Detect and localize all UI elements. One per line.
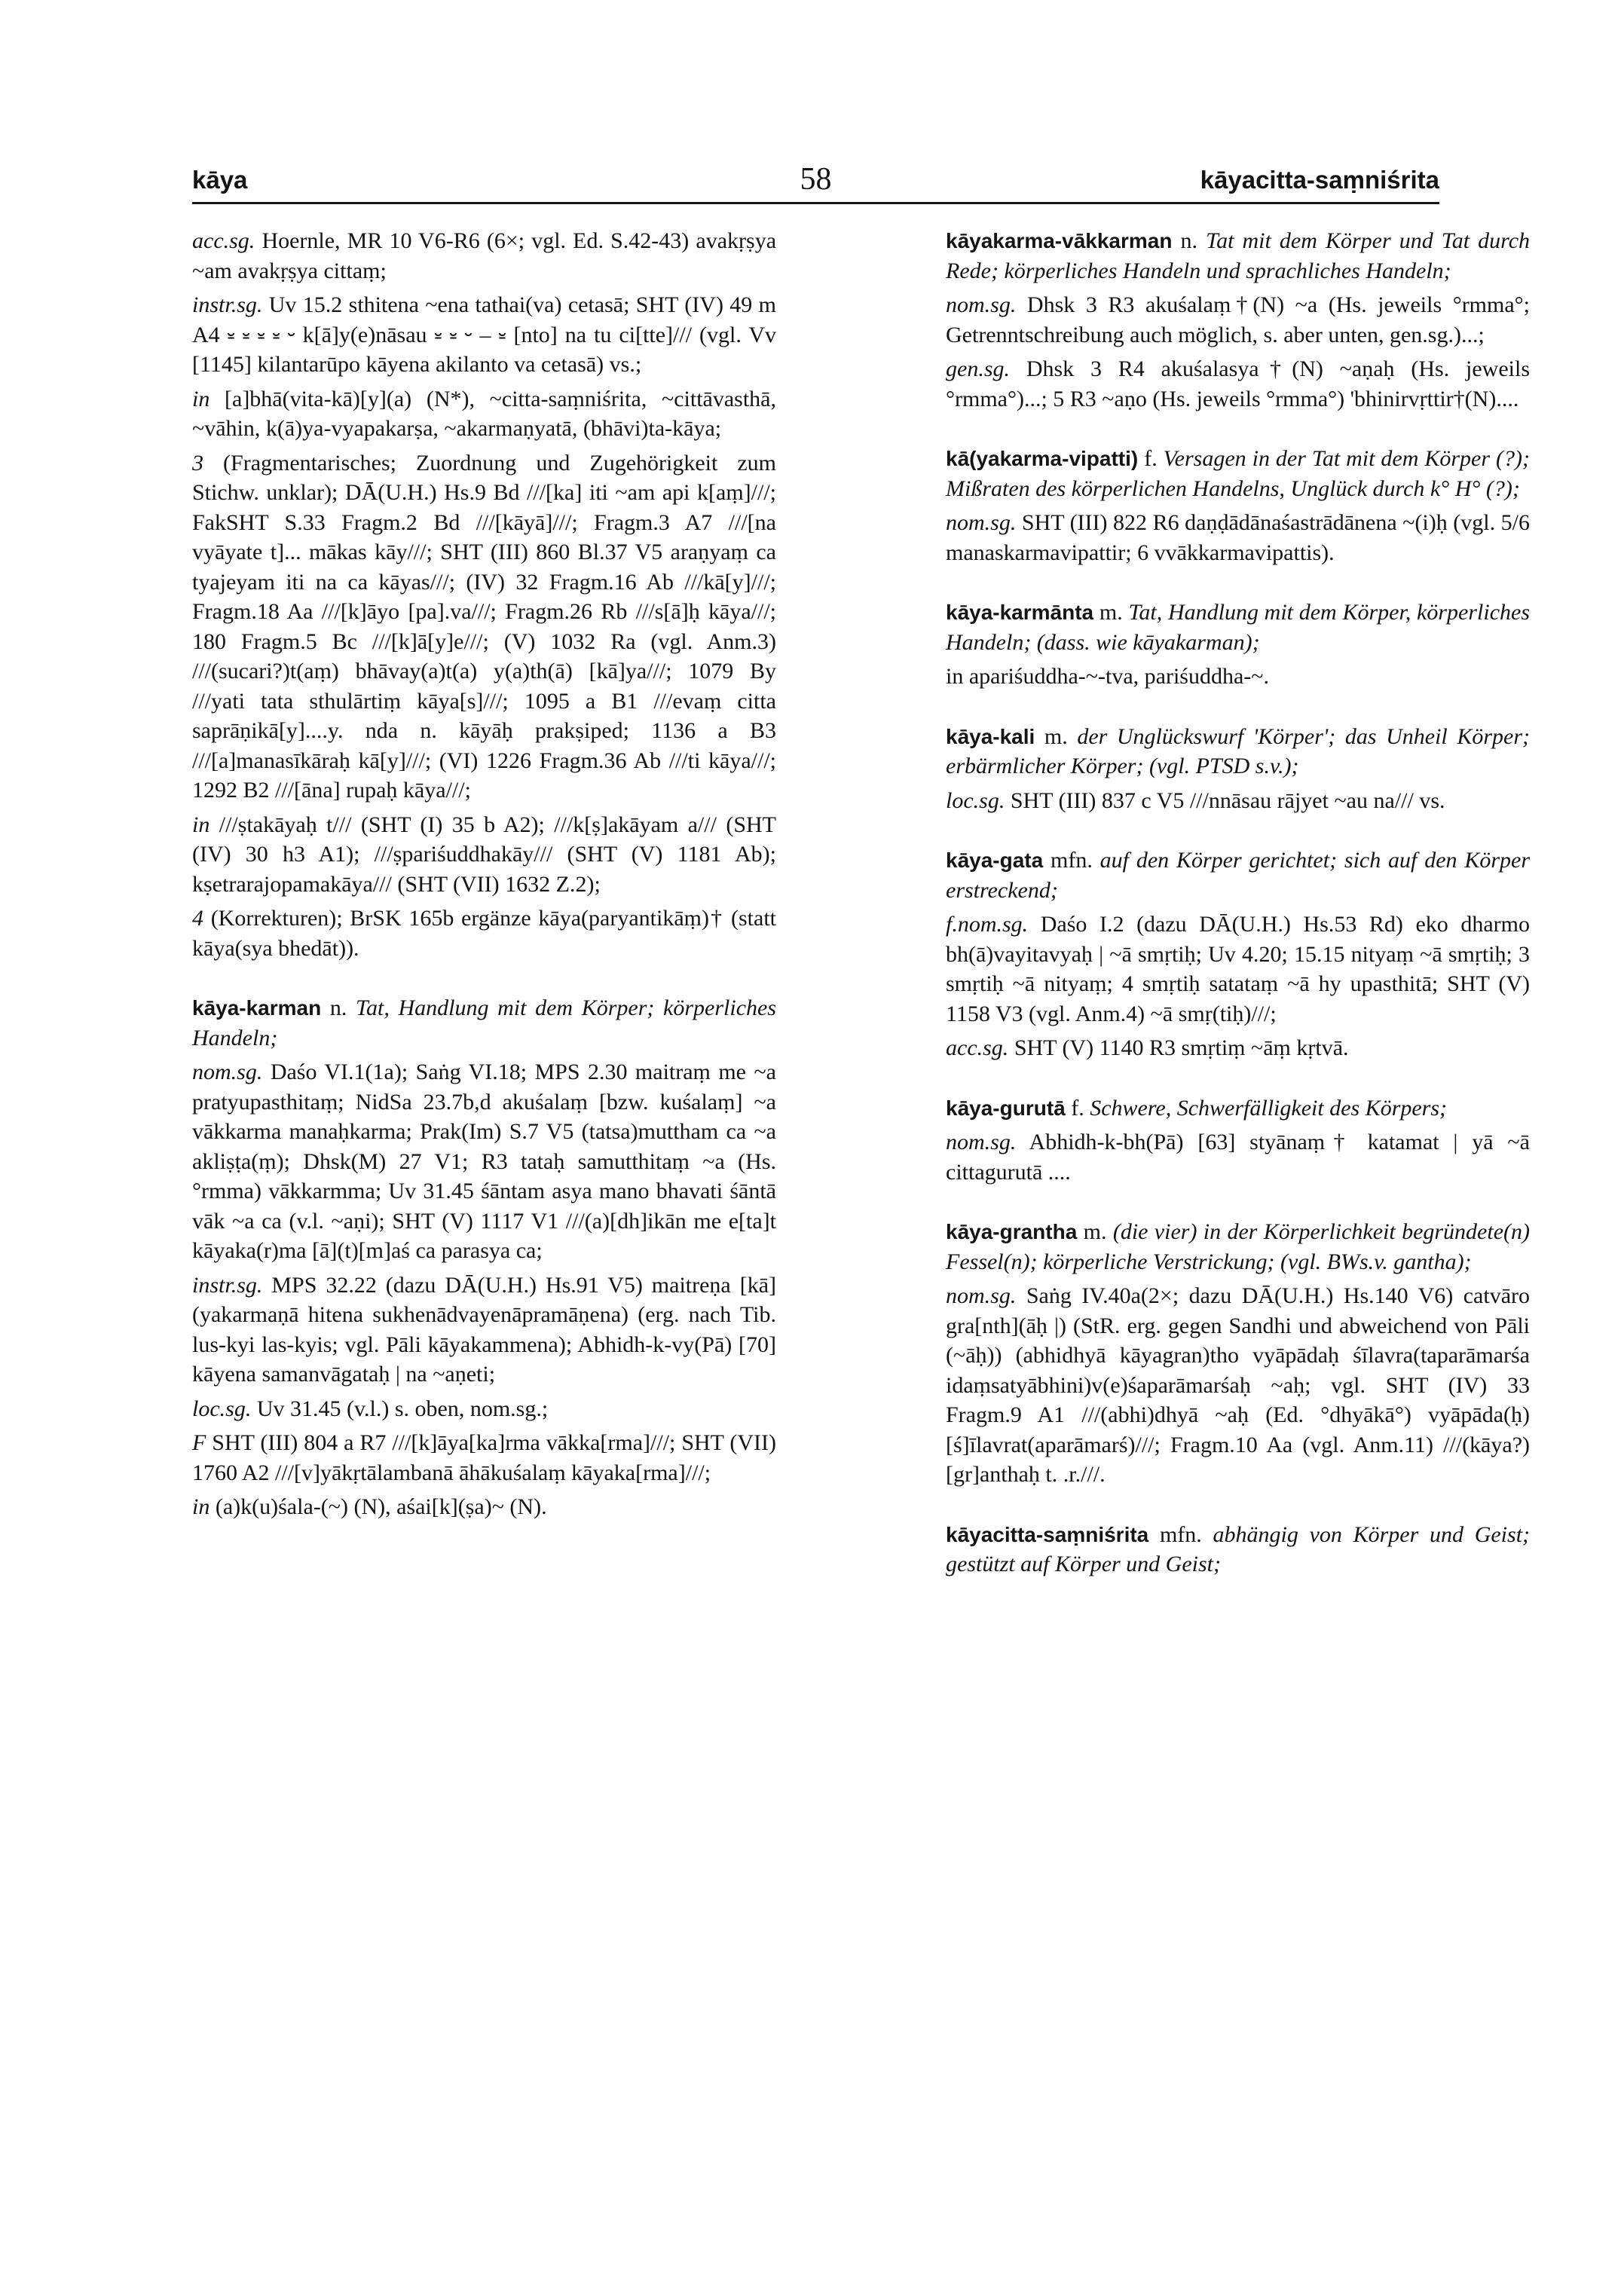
form-label: f.nom.sg.	[946, 912, 1029, 937]
dictionary-entry	[946, 1217, 1530, 1490]
form-label: loc.sg.	[946, 787, 1005, 813]
form-label: gen.sg.	[946, 356, 1010, 381]
dictionary-entry	[192, 993, 776, 1522]
citation-paragraph	[946, 290, 1530, 350]
dictionary-entry	[946, 598, 1530, 692]
form-label: F	[192, 1430, 206, 1455]
grammar-tag: n.	[329, 995, 347, 1020]
grammar-tag: n.	[1180, 228, 1198, 253]
citation-text: ///ṣtakāyaḥ t/// (SHT (I) 35 b A2); ///k[ṣ]akāyam a/// (SHT (IV) 30 h3 A1); ///ṣpariśuddhakāy/// (SHT (V) 1181 Ab); kṣetrarajopamakāya/// (SHT (VII) 1632 Z.2);	[192, 812, 777, 897]
citation-paragraph	[946, 662, 1530, 692]
entry-head	[946, 1217, 1530, 1277]
gloss: Tat mit dem Körper und Tat durch Rede; körperliches Handeln und sprachliches Handeln;	[946, 228, 1531, 283]
citation-paragraph	[946, 1033, 1530, 1063]
form-label: loc.sg.	[192, 1396, 252, 1421]
citation-text: in apariśuddha-~-tva, pariśuddha-~.	[946, 664, 1269, 689]
grammar-tag: m.	[1044, 723, 1068, 749]
grammar-tag: m.	[1099, 600, 1123, 625]
entry-head	[946, 598, 1530, 657]
form-label: nom.sg.	[946, 1130, 1017, 1154]
grammar-tag: mfn.	[1159, 1521, 1202, 1547]
dictionary-entry	[192, 226, 776, 963]
citation-text: Dhsk 3 R3 akuśalaṃ†(N) ~a (Hs. jeweils °rmma°; Getrenntschreibung auch möglich, s. aber unten, gen.sg.)...;	[946, 292, 1530, 347]
citation-paragraph	[946, 1281, 1530, 1490]
gloss: Versagen in der Tat mit dem Körper (?); Mißraten des körperlichen Handelns, Unglück durch k° H° (?);	[946, 446, 1530, 501]
header-right-word: kāyacitta-saṃniśrita	[1200, 166, 1439, 194]
headword: kāya-gurutā	[946, 1096, 1066, 1120]
citation-text: Uv 15.2 sthitena ~ena tathai(va) cetasā; SHT (IV) 49 m A4 ⏓ ⏓ ⏓ ⏓ ⏑ k[ā]y(e)nāsau ⏓ ⏓ ⏑ – ⏓ [nto] na tu ci[tte]/// (vgl. Vv [1145] kilantarūpo kāyena akilanto va cetasā) vs.;	[192, 292, 777, 377]
gloss: Tat, Handlung mit dem Körper; körperliches Handeln;	[192, 995, 777, 1050]
citation-paragraph	[192, 448, 776, 806]
citation-text: (Korrekturen); BrSK 165b ergänze kāya(paryantikāṃ)† (statt kāya(sya bhedāt)).	[192, 906, 777, 961]
form-label: instr.sg.	[192, 1272, 263, 1298]
form-label: acc.sg.	[192, 228, 255, 253]
entry-head	[946, 226, 1530, 286]
headword: kāya-grantha	[946, 1220, 1078, 1243]
citation-paragraph	[946, 910, 1530, 1029]
form-label: nom.sg.	[946, 1283, 1017, 1308]
citation-paragraph	[946, 1127, 1530, 1187]
citation-paragraph	[192, 384, 776, 444]
form-label: in	[192, 812, 210, 837]
form-label: 4	[192, 906, 203, 931]
entry-head	[946, 846, 1530, 905]
page-number: 58	[800, 162, 832, 197]
form-label: in	[192, 1494, 210, 1519]
form-label: acc.sg.	[946, 1035, 1009, 1060]
citation-text: SHT (III) 822 R6 daṇḍādānaśastrādānena ~(i)ḥ (vgl. 5/6 manaskarmavipattir; 6 vvākkarmavipattis).	[946, 510, 1530, 565]
headword: kā(yakarma-vipatti)	[946, 447, 1139, 470]
form-label: 3	[192, 450, 203, 475]
dictionary-entry	[946, 846, 1530, 1063]
citation-paragraph	[192, 904, 776, 963]
gloss: auf den Körper gerichtet; sich auf den Körper erstreckend;	[946, 848, 1531, 903]
citation-text: Abhidh-k-bh(Pā) [63] styānaṃ† katamat | yā ~ā cittagurutā ....	[946, 1130, 1530, 1185]
citation-text: MPS 32.22 (dazu DĀ(U.H.) Hs.91 V5) maitreṇa [kā](yakarmaṇā hitena sukhenādvayenāpramāṇena) (erg. nach Tib. lus-kyi las-kyis; vgl. Pāli kāyakammena); Abhidh-k-vy(Pā) [70] kāyena samanvāgataḥ | na ~aṇeti;	[192, 1272, 776, 1387]
citation-paragraph	[946, 508, 1530, 567]
citation-text: Daśo VI.1(1a); Saṅg VI.18; MPS 2.30 maitraṃ me ~a pratyupasthitaṃ; NidSa 23.7b,d akuśalaṃ [bzw. kuśalaṃ] ~a vākkarma manaḥkarma; Prak(Im) S.7 V5 (tatsa)muttham ca ~a akliṣṭa(ṃ); Dhsk(M) 27 V1; R3 tataḥ samutthitaṃ ~a (Hs. °rmma) vākkarmma; Uv 31.45 śāntam asya mano bhavati śāntā vāk ~a ca (v.l. ~aṇi); SHT (V) 1117 V1 ///(a)[dh]ikān me e[ta]t kāyaka(r)ma [ā](t)[m]aś ca parasya ca;	[192, 1060, 777, 1263]
citation-paragraph	[192, 1394, 776, 1424]
entry-head	[946, 444, 1530, 503]
gloss: der Unglückswurf 'Körper'; das Unheil Körper; erbärmlicher Körper; (vgl. PTSD s.v.);	[946, 723, 1530, 778]
citation-paragraph	[192, 1057, 776, 1266]
gloss: Tat, Handlung mit dem Körper, körperliches Handeln; (dass. wie kāyakarman);	[946, 600, 1530, 655]
form-label: nom.sg.	[946, 510, 1017, 535]
citation-text: Hoernle, MR 10 V6-R6 (6×; vgl. Ed. S.42-43) avakṛṣya ~am avakṛṣya cittaṃ;	[192, 228, 777, 283]
entry-head	[946, 1520, 1530, 1579]
header-left-word: kāya	[192, 166, 248, 194]
header-rule	[192, 202, 1439, 204]
form-label: instr.sg.	[192, 292, 263, 317]
citation-text: Daśo I.2 (dazu DĀ(U.H.) Hs.53 Rd) eko dharmo bh(ā)vayitavyaḥ | ~ā smṛtiḥ; Uv 4.20; 15.15 nityaṃ ~ā smṛtiḥ; 3 smṛtiḥ ~ā nityaṃ; 4 smṛtiḥ satataṃ ~ā hy upasthitā; SHT (V) 1158 V3 (vgl. Anm.4) ~ā smṛ(tiḥ)///;	[946, 912, 1531, 1026]
headword: kāyakarma-vākkarman	[946, 229, 1173, 252]
headword: kāyacitta-saṃniśrita	[946, 1522, 1149, 1546]
entry-head	[946, 722, 1530, 781]
headword: kāya-karmānta	[946, 601, 1094, 624]
entry-head	[192, 993, 776, 1053]
citation-paragraph	[946, 786, 1530, 816]
headword: kāya-gata	[946, 849, 1044, 872]
dictionary-entry	[946, 226, 1530, 414]
form-label: in	[192, 386, 210, 411]
citation-paragraph	[192, 1271, 776, 1390]
citation-text: SHT (III) 804 a R7 ///[k]āya[ka]rma vākka[rma]///; SHT (VII) 1760 A2 ///[v]yākṛtālambanā āhākuśalaṃ kāyaka[rma]///;	[192, 1430, 777, 1485]
left-column	[192, 226, 776, 1552]
dictionary-entry	[946, 1520, 1530, 1579]
entry-head	[946, 1093, 1530, 1124]
headword: kāya-karman	[192, 996, 322, 1020]
right-column	[946, 226, 1530, 1610]
citation-text: Uv 31.45 (v.l.) s. oben, nom.sg.;	[256, 1396, 549, 1421]
citation-paragraph	[946, 354, 1530, 414]
grammar-tag: f.	[1071, 1095, 1084, 1121]
grammar-tag: m.	[1083, 1219, 1107, 1244]
citation-text: (a)k(u)śala-(~) (N), aśai[k](ṣa)~ (N).	[215, 1494, 547, 1519]
citation-text: [a]bhā(vita-kā)[y](a) (N*), ~citta-saṃniśrita, ~cittāvasthā, ~vāhin, k(ā)ya-vyapakarṣa, ~akarmaṇyatā, (bhāvi)ta-kāya;	[192, 386, 776, 441]
dictionary-entry	[946, 722, 1530, 816]
gloss: Schwere, Schwerfälligkeit des Körpers;	[1090, 1095, 1448, 1121]
gloss: (die vier) in der Körperlichkeit begründete(n) Fessel(n); körperliche Verstrickung; (vgl. BWs.v. gantha);	[946, 1219, 1531, 1274]
citation-text: Dhsk 3 R4 akuśalasya†(N) ~aṇaḥ (Hs. jeweils °rmma°)...; 5 R3 ~aṇo (Hs. jeweils °rmma°) 'bhinirvṛttir†(N)....	[946, 356, 1531, 411]
citation-paragraph	[192, 1428, 776, 1488]
citation-text: (Fragmentarisches; Zuordnung und Zugehörigkeit zum Stichw. unklar); DĀ(U.H.) Hs.9 Bd ///[ka] iti ~am api k[aṃ]///; FakSHT S.33 Fragm.2 Bd ///[kāyā]///; Fragm.3 A7 ///[na vyāyate t]... mākas kāy///; SHT (III) 860 Bl.37 V5 araṇyaṃ ca tyajeyam iti na ca kāyas///; (IV) 32 Fragm.16 Ab ///kā[y]///; Fragm.18 Aa ///[k]āyo [pa].va///; Fragm.26 Rb ///s[ā]ḥ kāya///; 180 Fragm.5 Bc ///[k]ā[y]e///; (V) 1032 Ra (vgl. Anm.3) ///(sucari?)t(aṃ) bhāvay(a)t(a) y(a)th(ā) [kā]ya///; 1079 By ///yati tata sthulārtiṃ kāya[s]///; 1095 a B1 ///evaṃ citta saprāṇikā[y]....y. nda n. kāyāḥ prakṣiped; 1136 a B3 ///[a]manasīkāraḥ kā[y]///; (VI) 1226 Fragm.36 Ab ///ti kāya///; 1292 B2 ///[āna] rupaḥ kāya///;	[192, 450, 776, 803]
citation-paragraph	[192, 226, 776, 286]
citation-paragraph	[192, 1492, 776, 1522]
form-label: nom.sg.	[946, 292, 1017, 317]
citation-text: Saṅg IV.40a(2×; dazu DĀ(U.H.) Hs.140 V6) catvāro gra[nth](āḥ |) (StR. erg. gegen Sandhi und abweichend von Pāli (~āḥ)) (abhidhyā kāyagran)tho vyāpādaḥ śīlavra(taparāmarśa idaṃsatyābhini)v(e)śaparāmarśaḥ ~aḥ; vgl. SHT (IV) 33 Fragm.9 A1 ///(abhi)dhyā ~aḥ (Ed. °dhyākā°) vyāpāda(ḥ) [ś]īlavrat(aparāmarś)///; Fragm.10 Aa (vgl. Anm.11) ///(kāya?)[gr]anthaḥ t. .r.///.	[946, 1283, 1531, 1487]
headword: kāya-kali	[946, 724, 1035, 748]
dictionary-entry	[946, 444, 1530, 567]
gloss: abhängig von Körper und Geist; gestützt auf Körper und Geist;	[946, 1521, 1531, 1576]
citation-paragraph	[192, 290, 776, 380]
grammar-tag: f.	[1144, 446, 1158, 471]
running-head	[192, 151, 1439, 203]
citation-paragraph	[192, 810, 776, 900]
citation-text: SHT (V) 1140 R3 smṛtiṃ ~āṃ kṛtvā.	[1014, 1035, 1349, 1060]
grammar-tag: mfn.	[1051, 848, 1093, 873]
citation-text: SHT (III) 837 c V5 ///nnāsau rājyet ~au na/// vs.	[1010, 787, 1445, 813]
dictionary-entry	[946, 1093, 1530, 1188]
form-label: nom.sg.	[192, 1060, 263, 1084]
